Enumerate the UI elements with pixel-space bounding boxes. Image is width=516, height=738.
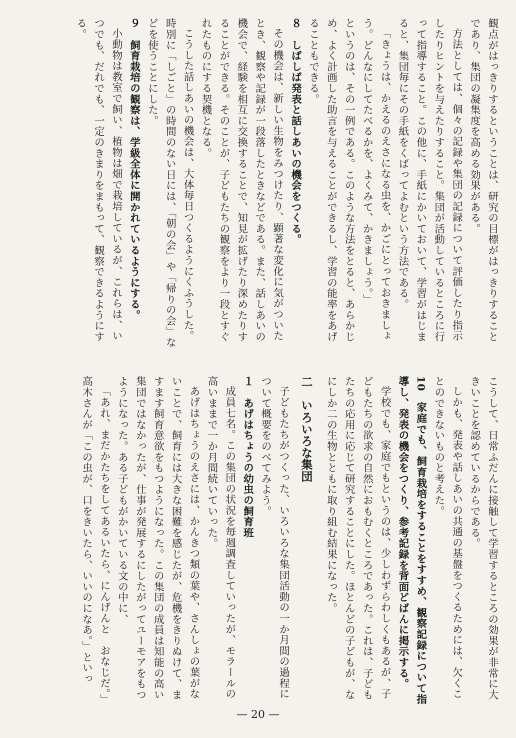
heading-text: あげはちょうの幼虫の飼育班: [241, 397, 254, 539]
paragraph: あげはちょうのえさには、かんきつ類の葉や、さんしょの葉がないことで、飼育には大きな困難を感じたが、危機をきりぬけて、ますます飼育意欲をもつようになった。この集団の成員は知能の高い集団ではなかったが、仕事が発展するにしたがってユーモアをもつようになった。ある子どもがかいている文の中に、: [115, 376, 200, 700]
heading-10: [393, 376, 429, 708]
heading-9: [124, 18, 142, 350]
paragraph: しかも、発表や話しあいの共通の基盤をつくるためには、欠くことのできないものと考えた。: [432, 376, 463, 700]
heading-number: ８: [289, 18, 302, 29]
heading-1: [237, 376, 255, 708]
paragraph: 方法としては、個々の記録や集団の記録について評価したり指示したりヒントを与えたりすること。集団が活動しているところに行って指導すること。この他に、手紙にかいておいて、学習がはじまると、集団毎にその手紙をくばってよむという方法である。: [396, 18, 463, 342]
upper-text-block: [20, 18, 500, 350]
section-number: 二: [299, 376, 314, 388]
paragraph: 学校でも、家庭でもというのは、少しわずらわしくもあるが、子どもたちの欲求の自然におもむくところであった。これは、子どもたちの応用に応じて研究することにした。ほとんどの子どもが、なにしか二の生物とともに取り組む結果になった。: [324, 376, 391, 700]
heading-text: しばしば発表と話しあいの機会をつくる。: [289, 39, 302, 245]
paragraph: 小動物は教室で飼い、植物は畑で栽培しているが、これらは、いつでも、だれでも、一定のきまりをまもって、観察できるようにする。: [74, 18, 122, 342]
paragraph: その機会は、新しい生物をみつけたり、顕著な変化に気がついたとき、観察や記録が一段落したときなどである。また、話しあいの機会で、経験を相互に交換することで、知見が拡げたり深めたりすることができる。そのことが、子どもたちの観察をより一段とすぐれたものにする契機となる。: [199, 18, 284, 342]
page-number: — 20 —: [236, 708, 280, 721]
heading-text: 家庭でも、飼育栽培をすることをすすめ、観察記録について指導し、発表の機会をつくり、参考記録を背面どばんに掲示する。: [396, 376, 427, 705]
heading-number: 10: [414, 376, 427, 392]
heading-number: １: [241, 376, 254, 387]
paragraph: こうした話しあいの機会は、大体毎日つくるようにくふうした。時別に「しごと」の時間のない日には、「朝の会」や「帰りの会」などを使うことにした。: [145, 18, 194, 348]
paragraph: 子どもたちがつくった、いろいろな集団活動の一か月間の過程について概要をのべてみよう。: [259, 376, 290, 700]
heading-text: 飼育栽培の観察は、学級全体に開かれているようにする。: [127, 39, 140, 321]
paragraph: 観点がはっきりするということは、研究の目標がはっきりすることであり、集団の凝集度を高める効果がある。: [468, 18, 498, 342]
lower-text-block: [20, 376, 500, 708]
paragraph: というのは、その一例である。このような方法をとると、あらかじめ、よく計画した助言を与えることができるし、学習の能率をあげることもできる。: [306, 18, 355, 342]
quote-paragraph: 「あれ、まだかたちをしてあるいたら、にんげんと おなじだ。」高木さんが「この虫が、口をきいたら、いいのになあ。」といっ: [80, 376, 110, 706]
paragraph: こうして、日常ふだんに接触して学習するところの効果が非常に大きいことを認めているからである。: [468, 376, 498, 700]
quote-paragraph: 「きょうは、かえるのえさになる虫を、かごにとっておきましょう。どんなにしてたべるかを、よくみて、かきましょう。」: [360, 18, 391, 342]
heading-8: [285, 18, 303, 350]
paragraph: 成員七名。この集団の状況を毎週調査していったが、モラールの高いままで一か月間続いていった。: [205, 376, 236, 700]
heading-number: ９: [127, 18, 140, 29]
section-heading: [297, 376, 315, 708]
section-title: いろいろな集団: [299, 399, 314, 483]
